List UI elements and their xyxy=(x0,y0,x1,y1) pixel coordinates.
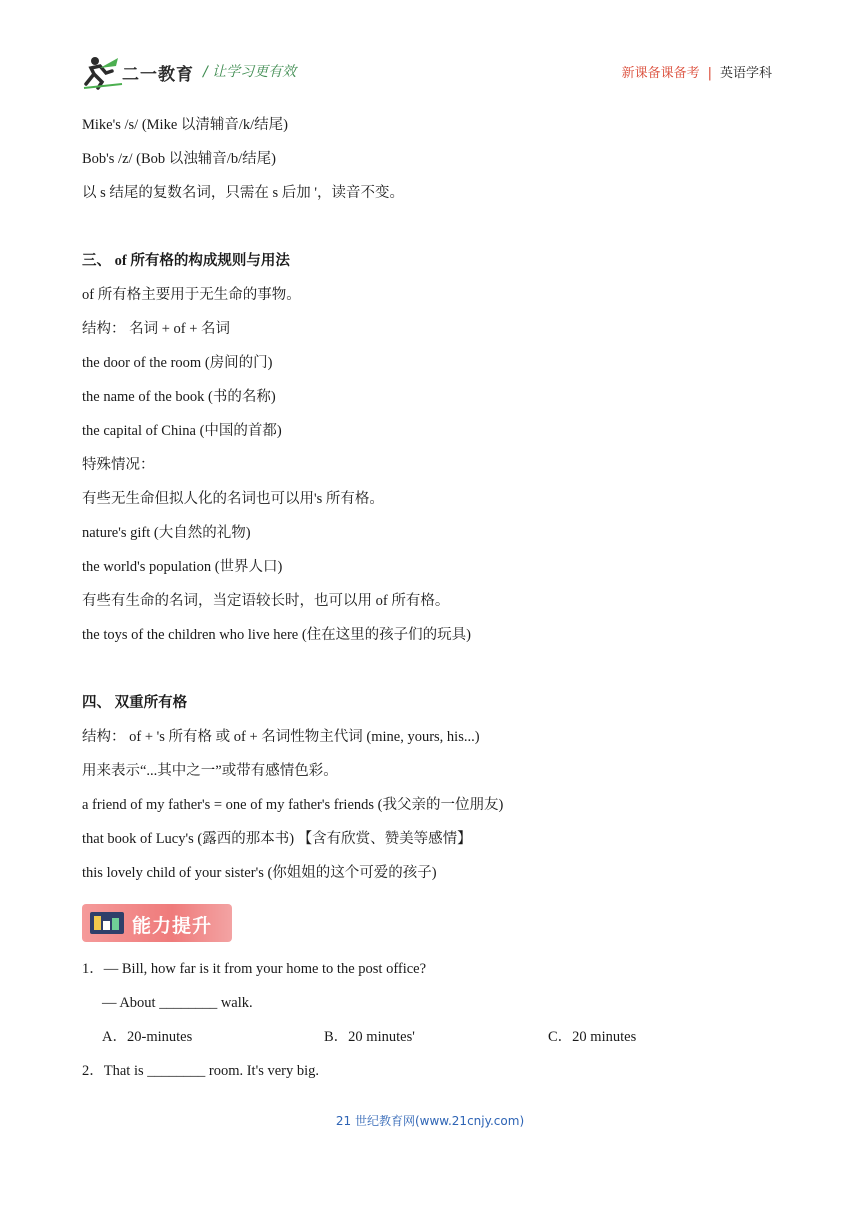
text-line: the world's population (世界人口) xyxy=(82,559,283,575)
option-label: A． xyxy=(102,1029,127,1045)
question-number: 1． xyxy=(82,961,104,977)
option-a[interactable] xyxy=(102,1020,324,1054)
text-line: the capital of China (中国的首都) xyxy=(82,423,282,439)
section-badge xyxy=(82,904,232,942)
question-1 xyxy=(82,952,782,1054)
text-line: this lovely child of your sister's (你姐姐的这个可爱的孩子) xyxy=(82,865,437,881)
section-heading: 三、 of 所有格的构成规则与用法 xyxy=(82,253,290,269)
text-lines xyxy=(82,108,782,890)
question-text: That is ________ room. It's very big. xyxy=(103,1063,320,1079)
question-1-options xyxy=(82,1020,782,1054)
section-badge-label: 能力提升 xyxy=(132,915,213,937)
question-1-stem xyxy=(82,952,782,986)
text-line: the toys of the children who live here (住在这里的孩子们的玩具) xyxy=(82,627,472,643)
text-line: nature's gift (大自然的礼物) xyxy=(82,525,251,541)
page-header xyxy=(0,0,860,100)
text-line: 以 s 结尾的复数名词，只需在 s 后加 '，读音不变。 xyxy=(82,185,405,201)
option-label: C． xyxy=(548,1029,573,1045)
question-text: — Bill, how far is it from your home to the post office? xyxy=(103,961,427,977)
option-text: 20-minutes xyxy=(126,1029,193,1045)
header-separator: | xyxy=(707,66,712,81)
slogan: / 让学习更有效 xyxy=(203,64,297,80)
section-badge-wrap xyxy=(82,890,782,952)
text-line: of 所有格主要用于无生命的事物。 xyxy=(82,287,301,303)
text-line: the name of the book (书的名称) xyxy=(82,389,276,405)
bar-chart-icon xyxy=(90,912,124,934)
section-heading: 四、 双重所有格 xyxy=(82,695,188,711)
text-line: 用来表示“...其中之一”或带有感情色彩。 xyxy=(82,763,338,779)
text-line: that book of Lucy's (露西的那本书) 【含有欣赏、赞美等感情】 xyxy=(82,831,472,847)
question-1-stem2: — About ________ walk. xyxy=(102,995,253,1011)
question-2-stem xyxy=(82,1054,782,1088)
page-footer: 21 世纪教育网(www.21cnjy.com) xyxy=(335,1114,525,1128)
option-label: B． xyxy=(324,1029,349,1045)
text-line: Bob's /z/ (Bob 以浊辅音/b/结尾) xyxy=(82,151,276,167)
header-right xyxy=(622,62,772,81)
text-line: the door of the room (房间的门) xyxy=(82,355,273,371)
text-line: Mike's /s/ (Mike 以清辅音/k/结尾) xyxy=(82,117,289,133)
question-2 xyxy=(82,1054,782,1088)
course-title: 新课备课备考 xyxy=(621,66,700,81)
text-line: 结构： 名词 + of + 名词 xyxy=(82,321,231,337)
option-c[interactable] xyxy=(548,1020,636,1054)
option-b[interactable] xyxy=(324,1020,548,1054)
blank-gap xyxy=(82,652,782,686)
text-line: a friend of my father's = one of my father's friends (我父亲的一位朋友) xyxy=(82,797,504,813)
document-body xyxy=(82,108,782,1088)
subject-label: 英语学科 xyxy=(719,66,772,81)
blank-gap xyxy=(82,210,782,244)
text-line: 有些有生命的名词，当定语较长时，也可以用 of 所有格。 xyxy=(82,593,450,609)
option-text: 20 minutes xyxy=(572,1029,637,1045)
text-line: 结构： of + 's 所有格 或 of + 名词性物主代词 (mine, yours, his...) xyxy=(82,729,480,745)
text-line: 有些无生命但拟人化的名词也可以用's 所有格。 xyxy=(82,491,384,507)
question-number: 2． xyxy=(82,1063,104,1079)
logo-text: 二一教育 xyxy=(122,65,194,85)
option-text: 20 minutes' xyxy=(348,1029,415,1045)
text-line: 特殊情况： xyxy=(82,457,155,473)
